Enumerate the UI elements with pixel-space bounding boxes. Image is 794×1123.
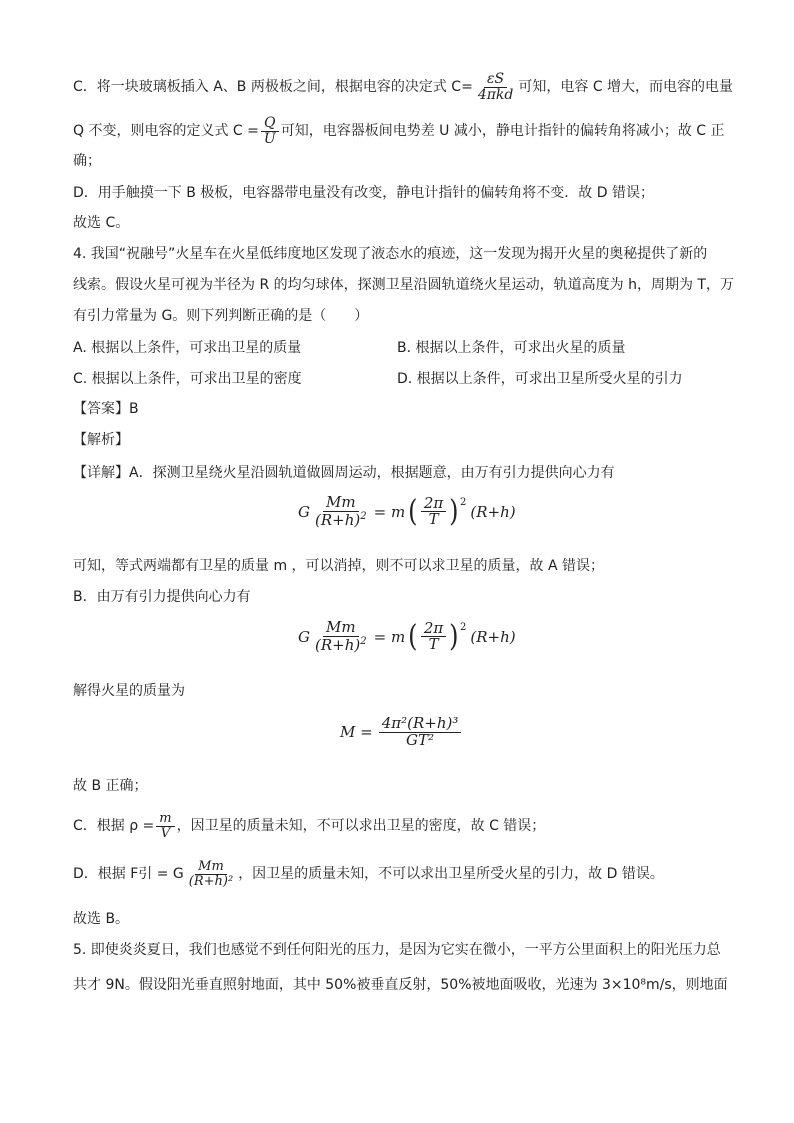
fraction <box>379 716 462 749</box>
fraction <box>156 812 174 840</box>
fraction <box>312 620 370 654</box>
fraction <box>421 493 446 529</box>
numerator: Mm <box>323 620 359 637</box>
equals: = m <box>373 502 406 521</box>
numerator: 2π <box>421 621 446 638</box>
denominator: GT² <box>406 730 435 749</box>
option-c-explanation-line1 <box>73 72 733 102</box>
option-c-explanation-line2 <box>73 116 725 146</box>
lhs: M = <box>340 723 373 742</box>
option-c: C. 根据以上条件，可求出卫星的密度 <box>73 371 302 387</box>
denominator: $(R+h)^2$ <box>314 510 367 529</box>
numerator: 2π <box>421 496 446 513</box>
text: 可知，电容 C 增大，而电容的电量 <box>518 79 734 96</box>
question-5-line2: 共才 9N。假设阳光垂直照射地面，其中 50%被垂直反射，50%被地面吸收，光速为 3×10⁸m/s，则地面 <box>73 977 728 993</box>
gravity-equation-1 <box>298 495 516 529</box>
symbol: G <box>298 627 310 646</box>
text: Q 不变，则电容的定义式 C = <box>73 123 259 140</box>
numerator: 4π²(R+h)³ <box>379 716 462 733</box>
selection-c: 故选 C。 <box>73 215 130 231</box>
question-4-line1: 4. 我国“祝融号”火星车在火星低纬度地区发现了液态水的痕迹，这一发现为揭开火星的奥秘提供了新的 <box>73 246 708 262</box>
numerator: Q <box>261 116 278 132</box>
denominator: T <box>428 635 439 654</box>
mass-equation <box>340 716 463 749</box>
analysis-label: 【解析】 <box>73 432 129 448</box>
b-correct: 故 B 正确； <box>73 778 148 794</box>
numerator: Mm <box>323 495 359 512</box>
text: C．根据 ρ = <box>73 818 155 835</box>
exponent: 2 <box>460 622 467 633</box>
text: ，因卫星的质量未知，不可以求出卫星的密度，故 C 错误； <box>176 818 546 835</box>
text: ，因卫星的质量未知，不可以求出卫星所受火星的引力，故 D 错误。 <box>238 866 664 883</box>
paren-open: ( <box>408 618 418 654</box>
answer-label: 【答案】B <box>73 401 139 417</box>
term: R+h <box>320 510 355 529</box>
fraction <box>421 618 446 654</box>
denominator: U <box>263 130 276 147</box>
term: (R+h) <box>470 502 516 521</box>
option-b: B. 根据以上条件，可求出火星的质量 <box>397 340 626 356</box>
gravity-equation-2 <box>298 620 516 654</box>
symbol: G <box>298 502 310 521</box>
fraction <box>312 495 370 529</box>
detail-c <box>73 812 545 840</box>
option-d: D. 根据以上条件，可求出卫星所受火星的引力 <box>397 371 683 387</box>
paren-close: ) <box>449 493 459 529</box>
numerator: εS <box>484 72 507 88</box>
term: (R+h) <box>470 627 516 646</box>
question-4-line3: 有引力常量为 G。则下列判断正确的是（ ） <box>73 308 369 324</box>
text: 可知，电容器板间电势差 U 减小，静电计指针的偏转角将减小；故 C 正 <box>280 123 725 140</box>
detail-a: 【详解】A．探测卫星绕火星沿圆轨道做圆周运动，根据题意，由万有引力提供向心力有 <box>73 465 615 481</box>
denominator: $(R+h)^2$ <box>314 635 367 654</box>
denominator: (R+h)² <box>188 873 234 889</box>
question-5-line1: 5. 即使炎炎夏日，我们也感觉不到任何阳光的压力，是因为它实在微小，一平方公里面积上的阳光压力总 <box>73 942 721 958</box>
fraction <box>261 116 279 146</box>
detail-d <box>73 860 664 888</box>
equals: = m <box>373 627 406 646</box>
option-a: A. 根据以上条件，可求出卫星的质量 <box>73 340 302 356</box>
option-d-explanation: D．用手触摸一下 B 极板，电容器带电量没有改变，静电计指针的偏转角将不变．故 D 错误； <box>73 185 654 201</box>
paren-open: ( <box>408 493 418 529</box>
detail-b: B．由万有引力提供向心力有 <box>73 589 251 605</box>
selection-b: 故选 B。 <box>73 911 130 927</box>
solve-text: 解得火星的质量为 <box>73 683 185 699</box>
denominator: T <box>428 510 439 529</box>
fraction <box>475 72 517 102</box>
text: C．将一块玻璃板插入 A、B 两极板之间，根据电容的决定式 C= <box>73 79 473 96</box>
denominator: 4πkd <box>477 86 514 103</box>
option-c-explanation-line3: 确； <box>73 153 101 169</box>
after-equation-1: 可知，等式两端都有卫星的质量 m ，可以消掉，则不可以求卫星的质量，故 A 错误； <box>73 558 605 574</box>
fraction <box>186 860 236 888</box>
text: D．根据 F引 = G <box>73 866 184 883</box>
paren-close: ) <box>449 618 459 654</box>
exponent: 2 <box>460 497 467 508</box>
term: R+h <box>320 635 355 654</box>
denominator: V <box>160 825 171 841</box>
question-4-line2: 线索。假设火星可视为半径为 R 的均匀球体，探测卫星沿圆轨道绕火星运动，轨道高度为 h，周期为 T，万 <box>73 277 734 293</box>
numerator: m <box>156 812 174 827</box>
numerator: Mm <box>195 860 227 875</box>
